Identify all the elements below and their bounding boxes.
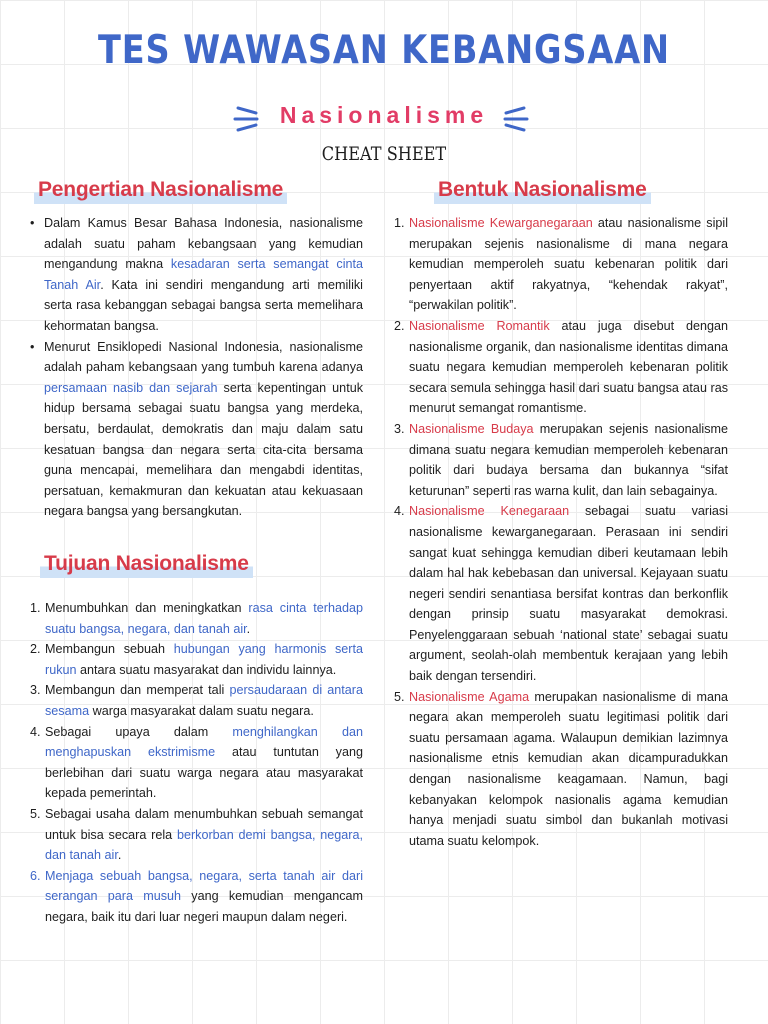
numbered-item: [30, 680, 363, 721]
numbered-item: [394, 316, 728, 419]
body-text: atau juga disebut dengan nasionalisme organik, dan nasionalisme identitas dimana suatu negara kemudian memperoleh kebenaran politik secara semula sehingga hasil dari suatu bangsa atau ras menurut semangat romantisme.: [409, 318, 728, 416]
highlighted-text: hubungan yang harmonis serta rukun: [45, 642, 364, 677]
bentuk-list: [394, 213, 728, 851]
highlighted-text: rasa cinta terhadap suatu bangsa, negara, dan tanah air: [45, 601, 363, 636]
body-text: Dalam Kamus Besar Bahasa Indonesia, nasionalisme adalah suatu paham kebangsaan yang kemudian mengandung makna: [44, 216, 363, 272]
body-text: Sebagai usaha dalam menumbuhkan sebuah semangat untuk bisa secara rela: [45, 806, 363, 842]
item-number: 6.: [30, 868, 41, 883]
numbered-item: [394, 501, 728, 686]
body-text: antara suatu masyarakat dan individu lainnya.: [76, 662, 337, 677]
body-text: serta kepentingan untuk hidup bersama sebagai suatu bangsa yang merdeka, bersatu, berdaulat, demokratis dan maju dalam satu kesatuan bangsa dan negara serta cita-cita bersama guna mencapai, memelihara dan mengabdi identitas, persatuan, kemakmuran dan kekuatan atau kekuasaan negara bangsa yang bersangkutan.: [44, 380, 363, 519]
page-title: TES WAWASAN KEBANGSAAN: [98, 28, 670, 73]
highlighted-text: Nasionalisme Budaya: [409, 421, 534, 436]
highlighted-text: Nasionalisme Kewarganegaraan: [409, 216, 593, 230]
highlighted-text: Nasionalisme Kenegaraan: [409, 504, 570, 519]
body-text: warga masyarakat dalam suatu negara.: [89, 703, 314, 718]
body-text: atau nasionalisme sipil merupakan sejenis nasionalisme di mana negara kemudian memperoleh suatu kebenaran politik dari penyertaan aktif rakyatnya, “kehendak rakyat”, “perwakilan politik”.: [409, 216, 728, 313]
highlighted-text: Menjaga sebuah bangsa, negara, serta tanah air dari serangan para musuh: [45, 868, 363, 904]
tujuan-list: [30, 598, 363, 928]
body-text: Membangun sebuah: [45, 642, 174, 657]
sparkle-right-icon: [500, 102, 530, 136]
body-text: yang kemudian mengancam negara, baik itu dari luar negeri maupun dalam negeri.: [45, 889, 363, 924]
numbered-item: [394, 213, 728, 316]
highlighted-text: persaudaraan di antara sesama: [45, 683, 364, 718]
pengertian-list: [28, 213, 363, 522]
numbered-item: [30, 639, 363, 680]
item-number: 5.: [30, 806, 41, 821]
numbered-item: [394, 687, 728, 852]
cheat-sheet-label: CHEAT SHEET: [321, 143, 447, 165]
highlighted-text: menghilangkan dan menghapuskan ekstrimisme: [45, 724, 363, 760]
subtitle-row: [0, 100, 768, 136]
numbered-item: [30, 866, 363, 928]
heading-bentuk: Bentuk Nasionalisme: [434, 178, 651, 204]
body-text: Sebagai upaya dalam: [45, 724, 233, 739]
numbered-item: [30, 722, 363, 804]
numbered-item: [30, 804, 363, 866]
numbered-item: [30, 598, 363, 639]
page-subtitle: Nasionalisme: [279, 102, 489, 128]
bullet-icon: •: [30, 339, 35, 354]
body-text: atau tuntutan yang berlebihan dari suatu warga negara atau masyarakat kepada pemerintah.: [45, 745, 363, 801]
body-text: merupakan nasionalisme di mana negara akan memperoleh suatu legitimasi politik dari suatu persamaan agama. Walaupun demikian lazimnya nasionalisme etnis kemudian akan dicampuradukkan dengan nasionalisme keagamaan. Namun, bagi kebanyakan kelompok nasionalis agama kemudian hanya menjadi suatu simbol dan bukanlah motivasi utama suatu kelompok.: [409, 689, 728, 848]
body-text: .: [117, 848, 122, 863]
bullet-item: [28, 213, 363, 337]
highlighted-text: Nasionalisme Agama: [409, 689, 530, 704]
body-text: Menumbuhkan dan meningkatkan: [45, 601, 249, 615]
body-text: sebagai suatu variasi nasionalisme kewarganegaraan. Perasaan ini sendiri sangat kuat sehingga kemudian diberi keutamaan lebih dalam hal hak kebebasan dan universal. Kejayaan suatu negeri sendiri senantiasa bersifat kontras dan berkonflik dengan prinsip suatu masyarakat demokrasi. Penyelenggaraan sebuah ‘national state’ sebagai suatu argument, seolah-olah membentuk kerajaan yang lebih baik dengan tersendiri.: [409, 504, 729, 684]
highlighted-text: persamaan nasib dan sejarah: [44, 380, 218, 395]
item-number: 4.: [30, 724, 41, 739]
bullet-icon: •: [30, 216, 35, 230]
body-text: Menurut Ensiklopedi Nasional Indonesia, nasionalisme adalah paham kebangsaan yang tumbuh karena adanya: [44, 339, 363, 375]
body-text: Membangun dan memperat tali: [45, 683, 230, 698]
heading-pengertian: Pengertian Nasionalisme: [34, 178, 287, 204]
heading-tujuan: Tujuan Nasionalisme: [40, 552, 253, 578]
numbered-item: [394, 419, 728, 501]
highlighted-text: Nasionalisme Romantik: [409, 318, 550, 333]
item-number: 3.: [30, 683, 41, 698]
item-number: 3.: [394, 421, 405, 436]
body-text: merupakan sejenis nasionalisme dimana suatu negara kemudian memperoleh kebenaran politik dari budaya bersama dan bukannya “sifat keturunan” seperti ras warna kulit, dan lain sebagainya.: [409, 421, 728, 498]
item-number: 5.: [394, 689, 405, 704]
bullet-item: [28, 337, 363, 522]
item-number: 2.: [394, 318, 405, 333]
item-number: 1.: [30, 601, 41, 615]
item-number: 2.: [30, 642, 41, 657]
body-text: .: [246, 621, 251, 636]
item-number: 1.: [394, 216, 405, 230]
highlighted-text: kesadaran serta semangat cinta Tanah Air: [44, 257, 363, 292]
body-text: . Kata ini sendiri mengandung arti memiliki serta rasa kebanggan sebagai bangsa serta memelihara kehormatan bangsa.: [44, 277, 363, 333]
highlighted-text: berkorban demi bangsa, negara, dan tanah air: [45, 827, 363, 863]
item-number: 4.: [394, 504, 405, 519]
